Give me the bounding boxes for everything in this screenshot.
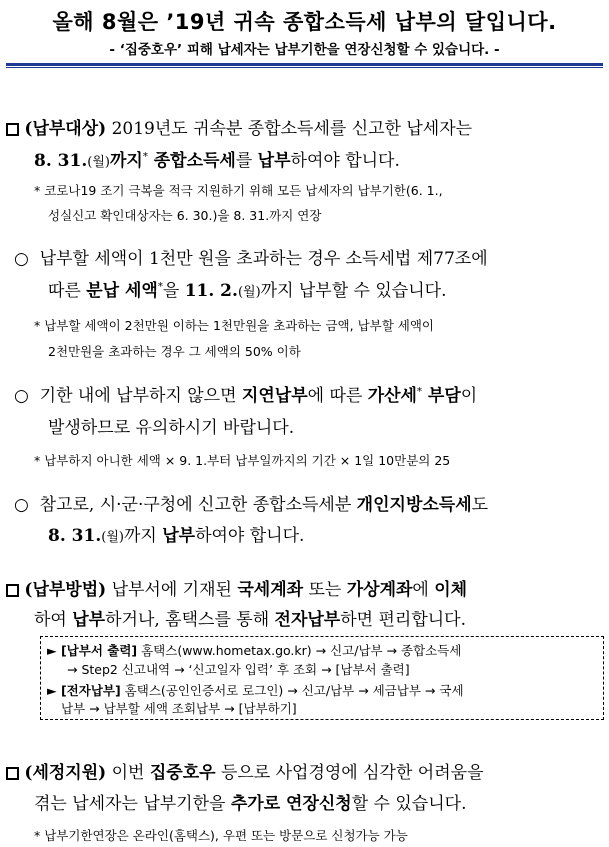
section-heading: (납부방법) [24, 580, 107, 600]
text: 까지 납부할 수 있습니다. [260, 281, 447, 301]
box-item [47, 641, 461, 659]
circle-bullet-icon: ○ [14, 495, 29, 515]
section-text-line [34, 605, 466, 630]
bold-text: 까지 [109, 151, 143, 171]
box-tag: ► [납부서 출력] [47, 643, 138, 658]
box-item-cont: 납부 → 납부할 세액 조회납부 → [납부하기] [61, 701, 297, 716]
section-tax-support [6, 758, 484, 783]
text: 하거나, 홈택스를 통해 [105, 610, 275, 630]
bullet-item [14, 381, 477, 406]
text: 홈택스(공인인증서로 로그인) → 신고/납부 → 세금납부 → 국세 [120, 683, 464, 698]
footnote-cont: 2천만원을 초과하는 경우 그 세액의 50% 이하 [48, 344, 301, 359]
text: 를 [235, 151, 258, 171]
bold-text: 납부 [72, 610, 106, 630]
footnote: * 납부하지 아니한 세액 × 9. 1.부터 납부일까지의 기간 × 1일 10만분의 25 [34, 453, 451, 468]
text: 할 수 있습니다. [351, 794, 467, 814]
weekday: (월) [101, 530, 124, 545]
circle-bullet-icon: ○ [14, 386, 29, 406]
text: 납부할 세액이 1천만 원을 초과하는 경우 소득세법 제77조에 [39, 249, 488, 269]
text: 홈택스(www.hometax.go.kr) → 신고/납부 → 종합소득세 [137, 643, 462, 658]
bold-text: 지연납부 [241, 386, 308, 406]
bold-text: 가상계좌 [346, 580, 413, 600]
text: 또는 [303, 580, 347, 600]
footnote: * 납부기한연장은 온라인(홈택스), 우편 또는 방문으로 신청가능 가능 [34, 828, 408, 843]
text: 이번 [106, 763, 150, 783]
text: 기한 내에 납부하지 않으면 [39, 386, 242, 406]
bullet-item-cont [48, 521, 304, 546]
title-divider [6, 63, 603, 66]
text: 에 따른 [307, 386, 368, 406]
bold-text: 집중호우 [149, 763, 216, 783]
bullet-item [14, 244, 488, 269]
bullet-item [14, 490, 488, 515]
page-subtitle: - ‘집중호우’ 피해 납세자는 납부기한을 연장신청할 수 있습니다. - [109, 42, 500, 58]
text: 도 [471, 495, 489, 515]
bold-text: 가산세 [367, 386, 417, 406]
text: 에 [412, 580, 435, 600]
footnote-mark: * [416, 386, 422, 398]
bold-text: 전자납부 [274, 610, 341, 630]
text: 납부서에 기재된 [106, 580, 238, 600]
text: 등으로 사업경영에 심각한 어려움을 [215, 763, 484, 783]
section-heading: (납부대상) [24, 119, 107, 139]
box-tag: ► [전자납부] [47, 683, 121, 698]
due-date: 8. 31. [34, 151, 88, 171]
title-divider-thin [6, 67, 603, 68]
bullet-item-cont [48, 276, 446, 301]
bold-text: 종합소득세 [147, 151, 236, 171]
text: 을 [162, 281, 185, 301]
bold-text: 분납 세액 [86, 281, 158, 301]
due-date: 8. 31. [48, 526, 102, 546]
bold-text: 납부 [162, 526, 196, 546]
text: 하여야 합니다. [290, 151, 400, 171]
bold-text: 납부 [257, 151, 291, 171]
box-item-cont: → Step2 신고내역 → ‘신고일자 입력’ 후 조회 → [납부서 출력] [67, 662, 410, 677]
text: 겪는 납세자는 납부기한을 [34, 794, 231, 814]
text: 하여 [34, 610, 73, 630]
checkbox-square-icon [6, 123, 19, 136]
bold-text: 개인지방소득세 [356, 495, 472, 515]
text: 이 [460, 386, 478, 406]
footnote: * 코로나19 조기 극복을 적극 지원하기 위해 모든 납세자의 납부기한(6. 1., [34, 183, 443, 198]
text: 하면 편리합니다. [340, 610, 466, 630]
checkbox-square-icon [6, 584, 19, 597]
weekday: (월) [237, 285, 261, 300]
section-text-line [34, 146, 400, 171]
section-payment-method [6, 575, 467, 600]
payment-method-box [40, 636, 604, 720]
circle-bullet-icon: ○ [14, 249, 29, 269]
bold-text: 추가로 연장신청 [230, 794, 352, 814]
due-date: 11. 2. [184, 281, 238, 301]
footnote-cont: 성실신고 확인대상자는 6. 30.)을 8. 31.까지 연장 [48, 208, 322, 223]
section-heading: (세정지원) [24, 763, 107, 783]
section-text: 2019년도 귀속분 종합소득세를 신고한 납세자는 [106, 119, 473, 139]
footnote: * 납부할 세액이 2천만원 이하는 1천만원을 초과하는 금액, 납부할 세액이 [34, 318, 434, 333]
section-text-line [34, 789, 466, 814]
bold-text: 이체 [434, 580, 468, 600]
text: 따른 [48, 281, 87, 301]
footnote-mark: * [157, 281, 163, 293]
text: 까지 [123, 526, 163, 546]
bullet-item-cont: 발생하므로 유의하시기 바랍니다. [48, 418, 295, 438]
page-title: 올해 8월은 ’19년 귀속 종합소득세 납부의 달입니다. [52, 10, 557, 34]
text: 하여야 합니다. [195, 526, 305, 546]
section-payment-target [6, 114, 472, 139]
footnote-mark: * [142, 151, 148, 163]
bold-text: 부담 [421, 386, 461, 406]
checkbox-square-icon [6, 767, 19, 780]
bold-text: 국세계좌 [237, 580, 304, 600]
box-item [47, 681, 464, 699]
text: 참고로, 시·군·구청에 신고한 종합소득세분 [39, 495, 357, 515]
weekday: (월) [87, 155, 110, 170]
